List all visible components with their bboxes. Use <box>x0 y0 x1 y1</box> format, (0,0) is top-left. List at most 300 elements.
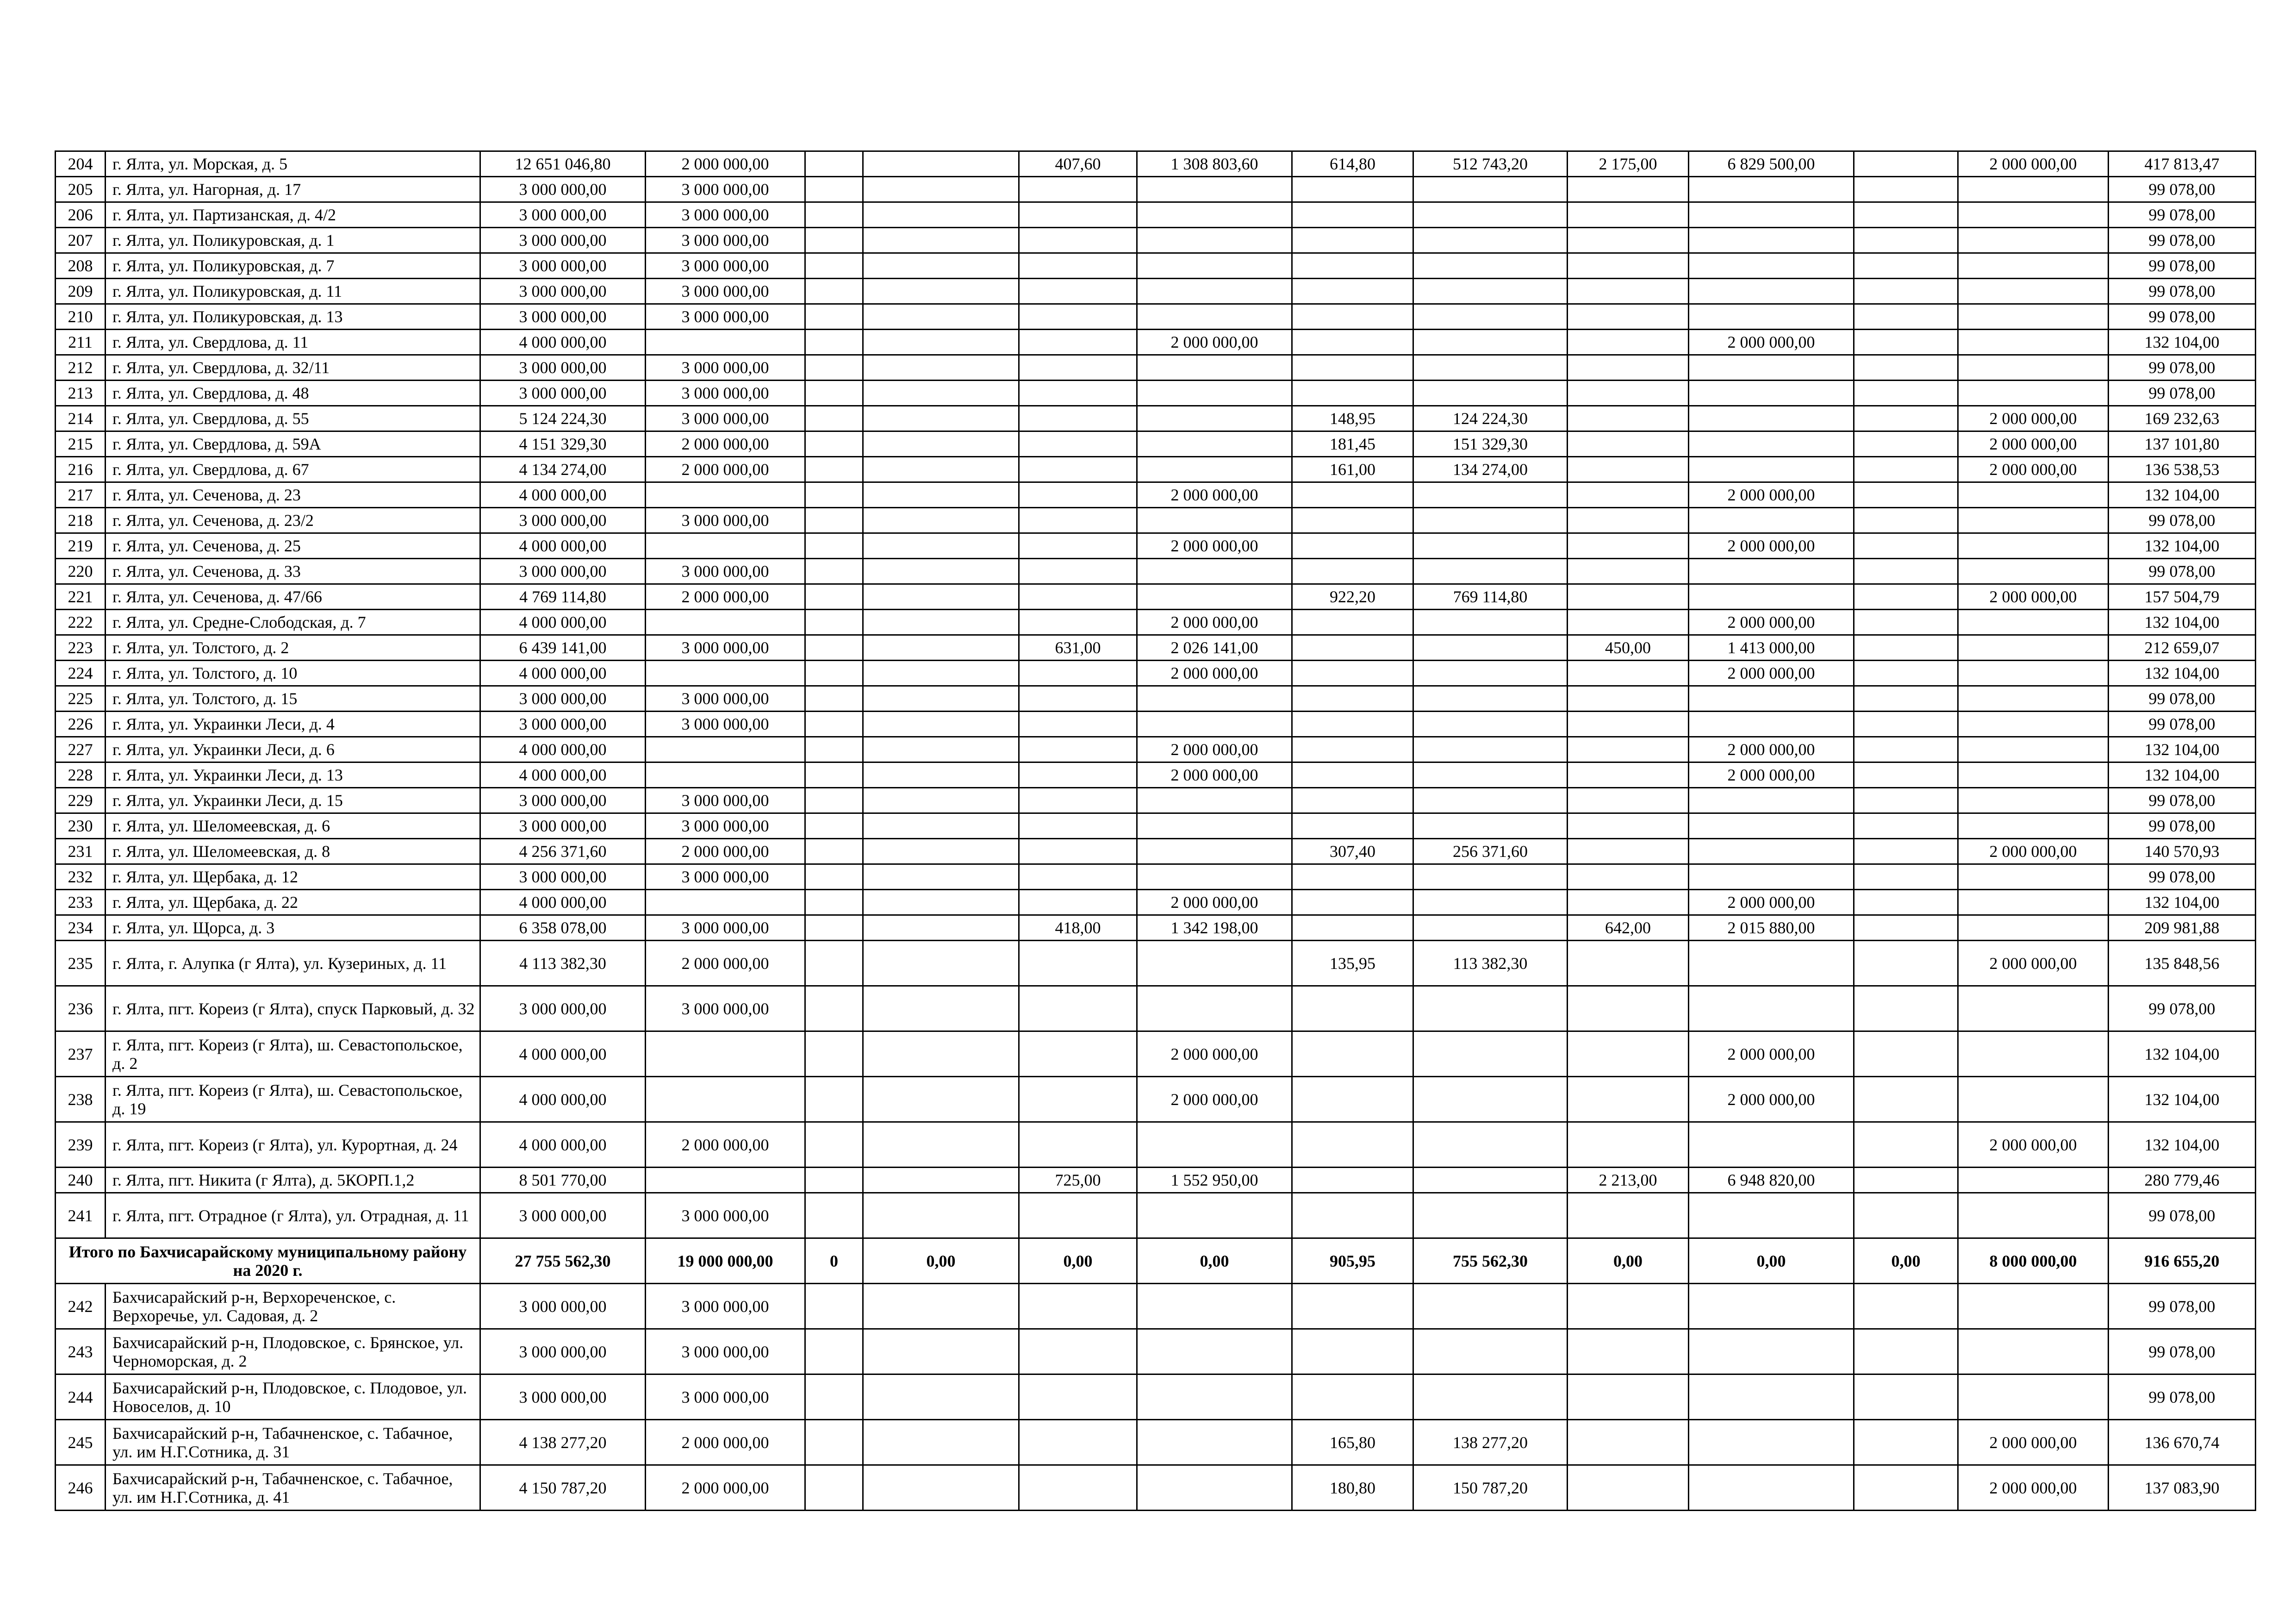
row-number: 233 <box>56 890 106 915</box>
amount-cell: 2 000 000,00 <box>646 941 805 986</box>
amount-cell <box>1854 228 1958 253</box>
address-cell: г. Ялта, ул. Сеченова, д. 47/66 <box>106 584 480 610</box>
amount-cell <box>863 986 1019 1031</box>
amount-cell <box>863 813 1019 839</box>
amount-cell <box>1958 330 2109 355</box>
amount-cell <box>646 533 805 559</box>
amount-cell <box>805 986 863 1031</box>
amount-cell <box>1689 1420 1854 1465</box>
amount-cell <box>805 1122 863 1168</box>
amount-cell: 3 000 000,00 <box>480 508 646 533</box>
address-cell: г. Ялта, г. Алупка (г Ялта), ул. Кузериных, д. 11 <box>106 941 480 986</box>
table-row <box>56 890 2256 915</box>
amount-cell <box>1292 533 1413 559</box>
address-cell: Бахчисарайский р-н, Табачненское, с. Табачное, ул. им Н.Г.Сотника, д. 41 <box>106 1465 480 1511</box>
amount-cell <box>1137 559 1292 584</box>
table-row <box>56 1031 2256 1077</box>
amount-cell: 3 000 000,00 <box>480 1193 646 1238</box>
row-number: 230 <box>56 813 106 839</box>
amount-cell <box>1568 1284 1689 1329</box>
row-number: 225 <box>56 686 106 712</box>
amount-cell <box>1019 253 1137 279</box>
amount-cell <box>1854 788 1958 813</box>
amount-cell: 4 151 329,30 <box>480 431 646 457</box>
amount-cell: 3 000 000,00 <box>480 986 646 1031</box>
address-cell: г. Ялта, ул. Свердлова, д. 59А <box>106 431 480 457</box>
amount-cell <box>805 508 863 533</box>
address-cell: г. Ялта, ул. Шеломеевская, д. 6 <box>106 813 480 839</box>
amount-cell <box>1689 813 1854 839</box>
amount-cell <box>1568 1329 1689 1374</box>
amount-cell: 4 000 000,00 <box>480 533 646 559</box>
amount-cell <box>863 1329 1019 1374</box>
amount-cell <box>1958 1374 2109 1420</box>
amount-cell <box>863 151 1019 177</box>
amount-cell <box>1854 330 1958 355</box>
row-number: 210 <box>56 304 106 330</box>
amount-cell: 137 101,80 <box>2109 431 2256 457</box>
amount-cell <box>1854 508 1958 533</box>
amount-cell: 148,95 <box>1292 406 1413 431</box>
amount-cell: 3 000 000,00 <box>480 559 646 584</box>
amount-cell: 134 274,00 <box>1413 457 1568 482</box>
amount-cell <box>1689 177 1854 202</box>
amount-cell <box>1568 279 1689 304</box>
amount-cell <box>863 737 1019 762</box>
amount-cell: 2 000 000,00 <box>1689 737 1854 762</box>
amount-cell <box>805 635 863 661</box>
amount-cell <box>1137 813 1292 839</box>
table-row <box>56 661 2256 686</box>
amount-cell <box>1958 762 2109 788</box>
address-cell: г. Ялта, ул. Поликуровская, д. 11 <box>106 279 480 304</box>
amount-cell <box>805 279 863 304</box>
amount-cell <box>1413 253 1568 279</box>
amount-cell <box>1854 482 1958 508</box>
amount-cell: 2 000 000,00 <box>646 151 805 177</box>
amount-cell: 3 000 000,00 <box>480 177 646 202</box>
amount-cell <box>1689 508 1854 533</box>
table-row <box>56 1122 2256 1168</box>
amount-cell <box>1854 890 1958 915</box>
amount-cell <box>1568 304 1689 330</box>
amount-cell: 99 078,00 <box>2109 202 2256 228</box>
table-row <box>56 762 2256 788</box>
amount-cell <box>1854 686 1958 712</box>
amount-cell <box>1292 1077 1413 1122</box>
amount-cell <box>1137 1284 1292 1329</box>
amount-cell: 0,00 <box>1137 1238 1292 1284</box>
amount-cell <box>1137 304 1292 330</box>
amount-cell <box>1019 737 1137 762</box>
amount-cell: 2 000 000,00 <box>1689 330 1854 355</box>
amount-cell: 3 000 000,00 <box>646 915 805 941</box>
row-number: 205 <box>56 177 106 202</box>
amount-cell: 3 000 000,00 <box>480 253 646 279</box>
amount-cell <box>1568 737 1689 762</box>
address-cell: Бахчисарайский р-н, Табачненское, с. Табачное, ул. им Н.Г.Сотника, д. 31 <box>106 1420 480 1465</box>
amount-cell: 3 000 000,00 <box>480 864 646 890</box>
amount-cell <box>1019 1193 1137 1238</box>
amount-cell <box>1958 1193 2109 1238</box>
amount-cell <box>1568 890 1689 915</box>
amount-cell <box>863 253 1019 279</box>
amount-cell <box>1413 304 1568 330</box>
amount-cell: 3 000 000,00 <box>646 686 805 712</box>
amount-cell <box>1689 1329 1854 1374</box>
table-row <box>56 482 2256 508</box>
amount-cell <box>863 559 1019 584</box>
amount-cell <box>1689 559 1854 584</box>
amount-cell <box>1854 1031 1958 1077</box>
amount-cell <box>1568 788 1689 813</box>
amount-cell: 3 000 000,00 <box>646 788 805 813</box>
amount-cell <box>1137 457 1292 482</box>
amount-cell <box>1019 762 1137 788</box>
amount-cell <box>1854 559 1958 584</box>
amount-cell <box>1958 1329 2109 1374</box>
table-row <box>56 712 2256 737</box>
address-cell: г. Ялта, ул. Сеченова, д. 23/2 <box>106 508 480 533</box>
amount-cell: 1 342 198,00 <box>1137 915 1292 941</box>
amount-cell <box>1958 381 2109 406</box>
row-number: 243 <box>56 1329 106 1374</box>
amount-cell <box>1137 1374 1292 1420</box>
amount-cell <box>863 1374 1019 1420</box>
amount-cell: 2 000 000,00 <box>1958 1122 2109 1168</box>
amount-cell <box>863 304 1019 330</box>
table-body <box>56 151 2256 1511</box>
amount-cell <box>1568 813 1689 839</box>
amount-cell: 2 000 000,00 <box>1958 431 2109 457</box>
address-cell: г. Ялта, ул. Свердлова, д. 55 <box>106 406 480 431</box>
amount-cell: 99 078,00 <box>2109 559 2256 584</box>
amount-cell <box>1854 610 1958 635</box>
amount-cell: 99 078,00 <box>2109 1374 2256 1420</box>
amount-cell <box>805 1077 863 1122</box>
amount-cell: 922,20 <box>1292 584 1413 610</box>
amount-cell <box>1019 941 1137 986</box>
amount-cell <box>1292 482 1413 508</box>
amount-cell <box>1689 1122 1854 1168</box>
amount-cell <box>1413 986 1568 1031</box>
row-number: 217 <box>56 482 106 508</box>
amount-cell <box>1413 737 1568 762</box>
amount-cell <box>1137 788 1292 813</box>
amount-cell <box>1854 151 1958 177</box>
amount-cell <box>1854 279 1958 304</box>
amount-cell <box>805 813 863 839</box>
amount-cell <box>863 661 1019 686</box>
table-row <box>56 151 2256 177</box>
amount-cell <box>805 177 863 202</box>
amount-cell <box>1958 279 2109 304</box>
amount-cell <box>1413 686 1568 712</box>
amount-cell: 3 000 000,00 <box>480 1284 646 1329</box>
address-cell: г. Ялта, ул. Свердлова, д. 11 <box>106 330 480 355</box>
amount-cell <box>863 1122 1019 1168</box>
amount-cell: 3 000 000,00 <box>480 813 646 839</box>
amount-cell: 3 000 000,00 <box>646 508 805 533</box>
amount-cell <box>1137 508 1292 533</box>
row-number: 218 <box>56 508 106 533</box>
table-row <box>56 1420 2256 1465</box>
amount-cell <box>863 941 1019 986</box>
amount-cell: 140 570,93 <box>2109 839 2256 864</box>
amount-cell <box>1292 1168 1413 1193</box>
address-cell: г. Ялта, ул. Щербака, д. 22 <box>106 890 480 915</box>
row-number: 228 <box>56 762 106 788</box>
table-row <box>56 279 2256 304</box>
row-number: 213 <box>56 381 106 406</box>
amount-cell <box>1689 253 1854 279</box>
amount-cell: 2 000 000,00 <box>1689 661 1854 686</box>
amount-cell: 99 078,00 <box>2109 986 2256 1031</box>
amount-cell: 3 000 000,00 <box>646 177 805 202</box>
row-number: 234 <box>56 915 106 941</box>
amount-cell: 2 000 000,00 <box>1137 661 1292 686</box>
amount-cell <box>1568 533 1689 559</box>
amount-cell: 755 562,30 <box>1413 1238 1568 1284</box>
amount-cell <box>1413 177 1568 202</box>
amount-cell: 4 134 274,00 <box>480 457 646 482</box>
address-cell: г. Ялта, ул. Сеченова, д. 23 <box>106 482 480 508</box>
total-label: Итого по Бахчисарайскому муниципальному району на 2020 г. <box>56 1238 480 1284</box>
amount-cell <box>1137 253 1292 279</box>
amount-cell <box>1292 864 1413 890</box>
amount-cell: 407,60 <box>1019 151 1137 177</box>
address-cell: г. Ялта, ул. Шеломеевская, д. 8 <box>106 839 480 864</box>
amount-cell <box>646 890 805 915</box>
amount-cell: 99 078,00 <box>2109 712 2256 737</box>
amount-cell <box>1568 1077 1689 1122</box>
amount-cell: 2 000 000,00 <box>1137 1077 1292 1122</box>
table-row <box>56 813 2256 839</box>
amount-cell <box>1958 508 2109 533</box>
amount-cell: 2 000 000,00 <box>646 1420 805 1465</box>
amount-cell <box>1568 355 1689 381</box>
amount-cell: 614,80 <box>1292 151 1413 177</box>
amount-cell: 4 000 000,00 <box>480 610 646 635</box>
amount-cell: 2 000 000,00 <box>1689 762 1854 788</box>
amount-cell <box>1958 635 2109 661</box>
amount-cell <box>1413 533 1568 559</box>
row-number: 206 <box>56 202 106 228</box>
amount-cell <box>805 1193 863 1238</box>
amount-cell <box>1413 712 1568 737</box>
amount-cell: 2 000 000,00 <box>1689 533 1854 559</box>
amount-cell: 2 000 000,00 <box>1137 330 1292 355</box>
amount-cell <box>805 253 863 279</box>
amount-cell: 2 000 000,00 <box>1689 1077 1854 1122</box>
amount-cell: 418,00 <box>1019 915 1137 941</box>
amount-cell <box>1568 1122 1689 1168</box>
amount-cell <box>1019 1031 1137 1077</box>
address-cell: г. Ялта, пгт. Отрадное (г Ялта), ул. Отрадная, д. 11 <box>106 1193 480 1238</box>
amount-cell <box>1958 915 2109 941</box>
address-cell: Бахчисарайский р-н, Верхореченское, с. Верхоречье, ул. Садовая, д. 2 <box>106 1284 480 1329</box>
amount-cell <box>863 355 1019 381</box>
table-row <box>56 584 2256 610</box>
amount-cell <box>1958 1284 2109 1329</box>
amount-cell <box>1019 1420 1137 1465</box>
table-row <box>56 839 2256 864</box>
amount-cell <box>1568 330 1689 355</box>
amount-cell <box>1137 712 1292 737</box>
amount-cell <box>1292 1374 1413 1420</box>
amount-cell <box>1854 177 1958 202</box>
amount-cell: 3 000 000,00 <box>480 304 646 330</box>
amount-cell: 3 000 000,00 <box>646 1374 805 1420</box>
amount-cell <box>646 1077 805 1122</box>
amount-cell <box>863 381 1019 406</box>
amount-cell <box>1854 1420 1958 1465</box>
address-cell: г. Ялта, ул. Морская, д. 5 <box>106 151 480 177</box>
amount-cell <box>1854 1168 1958 1193</box>
amount-cell <box>646 661 805 686</box>
amount-cell: 2 000 000,00 <box>1958 941 2109 986</box>
amount-cell <box>1689 406 1854 431</box>
amount-cell <box>863 1077 1019 1122</box>
address-cell: г. Ялта, пгт. Кореиз (г Ялта), ул. Курортная, д. 24 <box>106 1122 480 1168</box>
amount-cell <box>1854 253 1958 279</box>
amount-cell <box>1958 355 2109 381</box>
amount-cell <box>1854 839 1958 864</box>
amount-cell <box>1568 457 1689 482</box>
amount-cell: 2 000 000,00 <box>1137 610 1292 635</box>
amount-cell <box>1413 610 1568 635</box>
amount-cell <box>1568 1193 1689 1238</box>
amount-cell <box>646 737 805 762</box>
amount-cell: 2 213,00 <box>1568 1168 1689 1193</box>
amount-cell <box>805 1284 863 1329</box>
amount-cell: 27 755 562,30 <box>480 1238 646 1284</box>
amount-cell <box>1019 864 1137 890</box>
row-number: 220 <box>56 559 106 584</box>
amount-cell <box>1292 202 1413 228</box>
amount-cell: 99 078,00 <box>2109 813 2256 839</box>
amount-cell: 2 000 000,00 <box>646 457 805 482</box>
amount-cell: 2 000 000,00 <box>646 1122 805 1168</box>
amount-cell <box>1413 813 1568 839</box>
amount-cell: 99 078,00 <box>2109 228 2256 253</box>
amount-cell: 0,00 <box>1854 1238 1958 1284</box>
amount-cell <box>1689 228 1854 253</box>
amount-cell <box>1137 355 1292 381</box>
amount-cell: 136 670,74 <box>2109 1420 2256 1465</box>
amount-cell <box>1019 533 1137 559</box>
amount-cell <box>1689 686 1854 712</box>
amount-cell <box>1019 482 1137 508</box>
amount-cell <box>1854 533 1958 559</box>
amount-cell <box>1568 661 1689 686</box>
amount-cell: 4 000 000,00 <box>480 762 646 788</box>
amount-cell: 99 078,00 <box>2109 1329 2256 1374</box>
amount-cell <box>805 762 863 788</box>
row-number: 222 <box>56 610 106 635</box>
amount-cell <box>1292 1193 1413 1238</box>
amount-cell <box>1137 1122 1292 1168</box>
amount-cell <box>1958 1077 2109 1122</box>
amount-cell <box>1854 986 1958 1031</box>
amount-cell: 3 000 000,00 <box>646 202 805 228</box>
amount-cell <box>1958 986 2109 1031</box>
amount-cell <box>1689 381 1854 406</box>
amount-cell: 725,00 <box>1019 1168 1137 1193</box>
amount-cell <box>1958 304 2109 330</box>
amount-cell: 132 104,00 <box>2109 737 2256 762</box>
amount-cell: 3 000 000,00 <box>480 1329 646 1374</box>
amount-cell <box>1019 1284 1137 1329</box>
amount-cell <box>1689 1284 1854 1329</box>
amount-cell: 631,00 <box>1019 635 1137 661</box>
amount-cell <box>1019 610 1137 635</box>
amount-cell <box>1689 431 1854 457</box>
amount-cell: 2 000 000,00 <box>646 1465 805 1511</box>
amount-cell <box>805 584 863 610</box>
row-number: 211 <box>56 330 106 355</box>
amount-cell <box>805 1465 863 1511</box>
amount-cell <box>1413 915 1568 941</box>
amount-cell <box>1413 661 1568 686</box>
amount-cell: 4 138 277,20 <box>480 1420 646 1465</box>
amount-cell: 2 000 000,00 <box>1958 1465 2109 1511</box>
amount-cell <box>805 304 863 330</box>
amount-cell: 2 000 000,00 <box>1689 610 1854 635</box>
amount-cell <box>1568 559 1689 584</box>
amount-cell <box>863 177 1019 202</box>
amount-cell <box>1958 253 2109 279</box>
amount-cell <box>1292 610 1413 635</box>
amount-cell <box>805 1168 863 1193</box>
row-number: 246 <box>56 1465 106 1511</box>
amount-cell <box>1413 1168 1568 1193</box>
amount-cell: 1 552 950,00 <box>1137 1168 1292 1193</box>
address-cell: г. Ялта, ул. Толстого, д. 2 <box>106 635 480 661</box>
amount-cell <box>1019 1374 1137 1420</box>
amount-cell <box>1019 661 1137 686</box>
amount-cell <box>1292 508 1413 533</box>
amount-cell <box>1854 635 1958 661</box>
amount-cell: 3 000 000,00 <box>480 202 646 228</box>
amount-cell: 150 787,20 <box>1413 1465 1568 1511</box>
amount-cell <box>1958 890 2109 915</box>
amount-cell: 3 000 000,00 <box>480 686 646 712</box>
amount-cell <box>1413 635 1568 661</box>
table-row <box>56 1465 2256 1511</box>
amount-cell <box>805 890 863 915</box>
address-cell: г. Ялта, пгт. Кореиз (г Ялта), ш. Севастопольское, д. 2 <box>106 1031 480 1077</box>
table-row <box>56 202 2256 228</box>
amount-cell: 3 000 000,00 <box>646 712 805 737</box>
row-number: 231 <box>56 839 106 864</box>
amount-cell <box>1019 279 1137 304</box>
amount-cell: 132 104,00 <box>2109 482 2256 508</box>
row-number: 239 <box>56 1122 106 1168</box>
amount-cell <box>1137 1193 1292 1238</box>
amount-cell <box>1292 686 1413 712</box>
amount-cell <box>1689 457 1854 482</box>
amount-cell: 99 078,00 <box>2109 177 2256 202</box>
amount-cell <box>1689 279 1854 304</box>
amount-cell <box>863 406 1019 431</box>
amount-cell <box>1292 355 1413 381</box>
amount-cell <box>1137 406 1292 431</box>
amount-cell: 3 000 000,00 <box>646 559 805 584</box>
amount-cell <box>1292 1329 1413 1374</box>
amount-cell <box>1958 686 2109 712</box>
amount-cell: 3 000 000,00 <box>646 381 805 406</box>
